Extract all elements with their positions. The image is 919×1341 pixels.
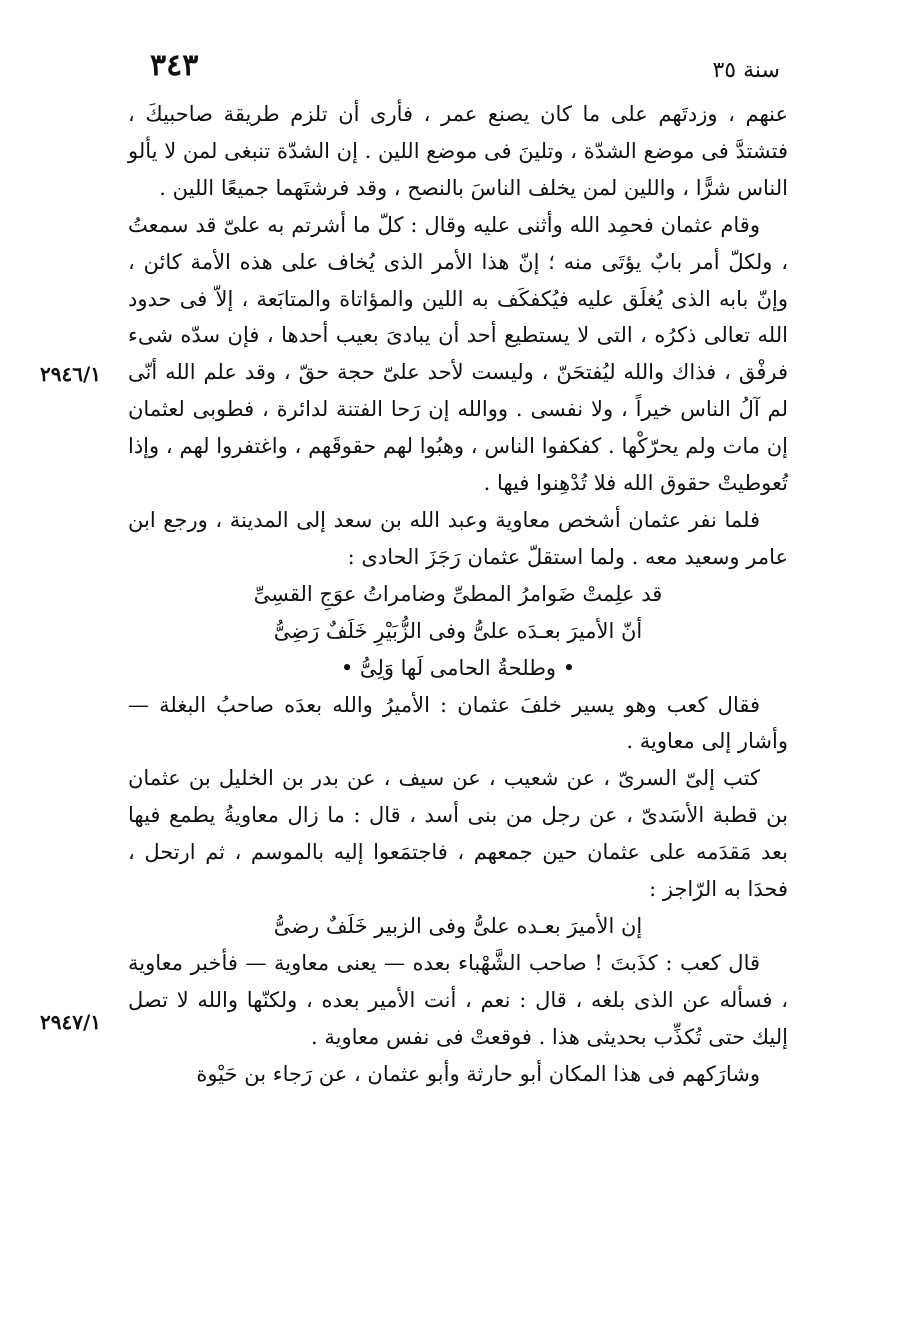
margin-reference: ٢٩٤٧/١ — [40, 1010, 102, 1034]
verse-line: أنّ الأميرَ بعـدَه علىُّ وفى الزُّبَيْرِ خَلَفٌ رَضِىُّ — [273, 618, 643, 643]
paragraph: عنهم ، وزدتَهم على ما كان يصنع عمر ، فأرى أن تلزم طريقة صاحبيكَ ، فتشتدَّ فى موضع الشدّة ، وتلينَ فى موضع اللين . إن الشدّة تنبغى لمن لا يألو الناس شرًّا ، واللين لمن يخلف الناسَ بالنصح ، وقد فرشتَهما جميعًا اللين . — [128, 102, 788, 200]
verse-line: • وطلحةُ الحامى لَها وَلِىُّ • — [340, 655, 576, 680]
margin-reference: ٢٩٤٦/١ — [40, 362, 102, 386]
paragraph: كتب إلىّ السرىّ ، عن شعيب ، عن سيف ، عن بدر بن الخليل بن عثمان بن قطبة الأسَدىّ ، عن رجل من بنى أسد ، قال : ما زال معاويةُ يطمع فيها بعد مَقدَمه على عثمان حين جمعهم ، فاجتمَعوا إليه بالموسم ، ثم ارتحل ، فحدَا به الرّاجز : — [128, 766, 788, 902]
verse-line: إن الأميرَ بعـده علىُّ وفى الزبير خَلَفٌ رضىُّ — [273, 913, 643, 938]
running-head-year: سنة ٣٥ — [712, 58, 780, 83]
body-text — [128, 96, 788, 1092]
paragraph: فلما نفر عثمان أشخص معاوية وعبد الله بن سعد إلى المدينة ، ورجع ابن عامر وسعيد معه . ولما استقلّ عثمان رَجَزَ الحادى : — [128, 507, 788, 569]
verse-line: قد علِمتْ ضَوامرُ المطىِّ وضامراتُ عوَجِ القسِىِّ — [253, 581, 663, 606]
page-number: ٣٤٣ — [150, 48, 199, 83]
paragraph: وقام عثمان فحمِد الله وأثنى عليه وقال : كلّ ما أشرتم به علىّ قد سمعتُ ، ولكلّ أمر بابٌ يؤتَى منه ؛ إنّ هذا الأمر الذى يُخاف على هذه الأمة كائن ، وإنّ بابه الذى يُغلَق عليه فيُكفكَف به اللين والمؤاتاة والمتابَعة ، إلاّ فى حدود الله تعالى ذكرُه ، التى لا يستطيع أحد أن يبادىَ بعيب أحدها ، فإن سدّه شىء فرفْق ، فذاك والله ليُفتحَنّ ، وليست لأحد علىّ حجة حقّ ، وقد علم الله أنّى لم آلُ الناس خيراً ، ولا نفسى . ووالله إن رَحا الفتنة لدائرة ، فطوبى لعثمان إن مات ولم يحرّكْها . كفكفوا الناس ، وهبُوا لهم حقوقَهم ، واغتفروا لهم ، وإذا تُعوطيتْ حقوق الله فلا تُدْهِنوا فيها . — [128, 212, 788, 496]
paragraph: فقال كعب وهو يسير خلفَ عثمان : الأميرُ والله بعدَه صاحبُ البغلة — وأشار إلى معاوية . — [128, 692, 788, 754]
paragraph: وشارَكهم فى هذا المكان أبو حارثة وأبو عثمان ، عن رَجاء بن حَيْوة — [196, 1061, 760, 1086]
paragraph: قال كعب : كذَبتَ ! صاحب الشَّهْباء بعده — يعنى معاوية — فأخبر معاوية ، فسأله عن الذى بلغه ، قال : نعم ، أنت الأمير بعده ، ولكنّها والله لا تصل إليك حتى تُكذِّب بحديثى هذا . فوقعتْ فى نفس معاوية . — [128, 950, 788, 1049]
page-header — [140, 48, 780, 88]
